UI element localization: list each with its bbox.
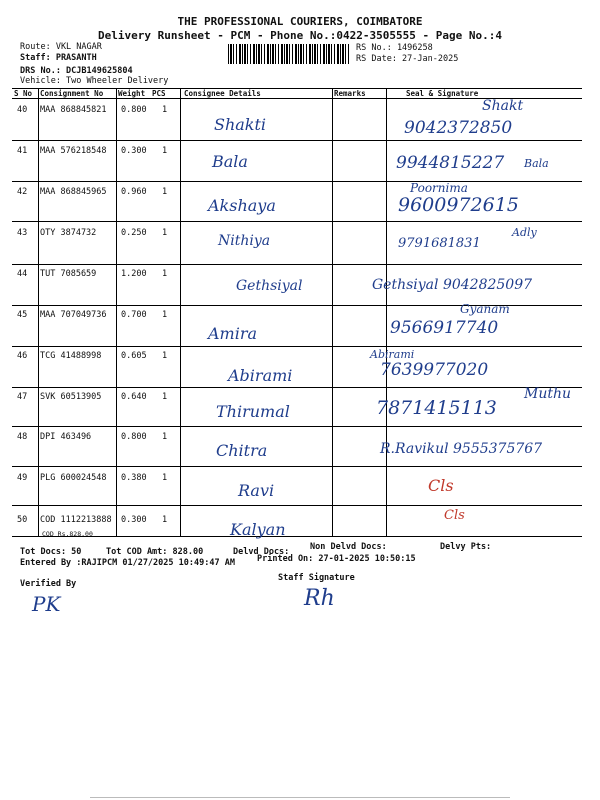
total-cod-amount: Tot COD Amt: 828.00 xyxy=(106,547,204,557)
printed-on: Printed On: 27-01-2025 10:50:15 xyxy=(257,554,416,564)
row-pcs: 1 xyxy=(162,146,168,156)
non-delivered-docs: Non Delvd Docs: xyxy=(310,542,387,552)
barcode xyxy=(228,44,350,64)
row-cod-amount: COD Rs.828.00 xyxy=(42,530,93,538)
row-pcs: 1 xyxy=(162,310,168,320)
entered-by: Entered By :RAJIPCM 01/27/2025 10:49:47 AM xyxy=(20,558,235,568)
col-header-consignee: Consignee Details xyxy=(184,89,261,98)
row-consignment: COD 1112213888 xyxy=(40,515,112,525)
verified-by-signature: PK xyxy=(32,592,61,616)
row-consignment: DPI 463496 xyxy=(40,432,92,442)
row-signature-phone: 9944815227 xyxy=(396,153,505,173)
row-signature-phone: 9600972615 xyxy=(398,194,519,216)
row-consignee-name: Bala xyxy=(212,152,248,171)
row-signature-phone: 9566917740 xyxy=(390,318,499,338)
row-signature-status: Cls xyxy=(444,508,465,523)
row-pcs: 1 xyxy=(162,105,168,115)
row-sno: 43 xyxy=(17,228,28,238)
row-weight: 0.960 xyxy=(121,187,147,197)
row-consignment: TUT 7085659 xyxy=(40,269,97,279)
row-pcs: 1 xyxy=(162,269,168,279)
row-consignee-name: Thirumal xyxy=(216,402,290,421)
page-subtitle: Delivery Runsheet - PCM - Phone No.:0422-3505555 - Page No.:4 xyxy=(98,29,502,42)
row-weight: 0.300 xyxy=(121,515,147,525)
verified-by-label: Verified By xyxy=(20,579,77,589)
row-signature-phone: Gethsiyal 9042825097 xyxy=(372,277,533,293)
row-signature-phone: 9042372850 xyxy=(404,118,513,138)
row-consignee-name: Ravi xyxy=(238,481,275,500)
row-consignment: MAA 868845821 xyxy=(40,105,107,115)
staff: Staff: PRASANTH xyxy=(20,53,97,63)
row-signature-note: Abirami xyxy=(370,348,415,361)
row-weight: 1.200 xyxy=(121,269,147,279)
row-consignee-name: Akshaya xyxy=(208,196,276,215)
row-sno: 50 xyxy=(17,515,28,525)
row-signature-note: Poornima xyxy=(410,181,468,195)
row-consignee-name: Amira xyxy=(208,324,258,343)
col-header-pcs: PCS xyxy=(152,89,166,98)
row-sno: 44 xyxy=(17,269,28,279)
row-signature-note: Bala xyxy=(524,157,549,170)
row-signature-note: Adly xyxy=(512,226,537,239)
row-sno: 48 xyxy=(17,432,28,442)
staff-signature: Rh xyxy=(304,586,335,611)
row-signature-phone: R.Ravikul 9555375767 xyxy=(380,441,543,457)
page-title: THE PROFESSIONAL COURIERS, COIMBATORE xyxy=(177,15,423,28)
col-header-remarks: Remarks xyxy=(334,89,366,98)
row-sno: 47 xyxy=(17,392,28,402)
row-signature-phone: 7871415113 xyxy=(376,397,497,419)
row-signature-note: Muthu xyxy=(524,386,572,402)
row-consignee-name: Kalyan xyxy=(230,520,286,539)
row-pcs: 1 xyxy=(162,187,168,197)
total-docs: Tot Docs: 50 xyxy=(20,547,82,557)
row-consignment: TCG 41488998 xyxy=(40,351,102,361)
col-header-sno: S No xyxy=(14,89,33,98)
row-weight: 0.380 xyxy=(121,473,147,483)
drs-no: DRS No.: DCJB149625804 xyxy=(20,66,133,76)
delivered-docs: Delvd Docs: xyxy=(233,547,290,557)
row-consignee-name: Chitra xyxy=(216,441,268,460)
delivery-points: Delvy Pts: xyxy=(440,542,492,552)
row-pcs: 1 xyxy=(162,351,168,361)
row-sno: 41 xyxy=(17,146,28,156)
route: Route: VKL NAGAR xyxy=(20,42,102,52)
row-consignment: SVK 60513905 xyxy=(40,392,102,402)
row-pcs: 1 xyxy=(162,515,168,525)
row-consignee-name: Shakti xyxy=(214,115,267,134)
row-pcs: 1 xyxy=(162,392,168,402)
row-consignee-name: Nithiya xyxy=(218,233,271,249)
row-consignment: MAA 707049736 xyxy=(40,310,107,320)
row-sno: 46 xyxy=(17,351,28,361)
row-sno: 45 xyxy=(17,310,28,320)
row-sno: 42 xyxy=(17,187,28,197)
col-header-weight: Weight xyxy=(118,89,146,98)
row-weight: 0.640 xyxy=(121,392,147,402)
row-signature-note: Shakt xyxy=(482,98,524,114)
row-consignee-name: Gethsiyal xyxy=(236,278,303,294)
vehicle: Vehicle: Two Wheeler Delivery xyxy=(20,76,169,86)
row-weight: 0.800 xyxy=(121,432,147,442)
rs-date: RS Date: 27-Jan-2025 xyxy=(356,54,459,64)
col-header-consignment: Consignment No xyxy=(40,89,104,98)
row-pcs: 1 xyxy=(162,432,168,442)
row-weight: 0.700 xyxy=(121,310,147,320)
row-consignment: PLG 600024548 xyxy=(40,473,107,483)
row-pcs: 1 xyxy=(162,473,168,483)
row-weight: 0.300 xyxy=(121,146,147,156)
row-weight: 0.800 xyxy=(121,105,147,115)
row-signature-status: Cls xyxy=(428,476,454,495)
rs-no: RS No.: 1496258 xyxy=(356,43,433,53)
row-consignment: OTY 3874732 xyxy=(40,228,97,238)
bottom-rule xyxy=(90,797,510,798)
row-consignment: MAA 576218548 xyxy=(40,146,107,156)
col-header-seal-signature: Seal & Signature xyxy=(406,89,479,98)
row-sno: 49 xyxy=(17,473,28,483)
row-consignment: MAA 868845965 xyxy=(40,187,107,197)
row-weight: 0.250 xyxy=(121,228,147,238)
row-signature-phone: 7639977020 xyxy=(380,360,489,380)
row-weight: 0.605 xyxy=(121,351,147,361)
row-sno: 40 xyxy=(17,105,28,115)
row-signature-note: Gyanam xyxy=(460,302,510,316)
row-consignee-name: Abirami xyxy=(228,366,293,385)
row-pcs: 1 xyxy=(162,228,168,238)
staff-signature-label: Staff Signature xyxy=(278,573,355,583)
row-signature-phone: 9791681831 xyxy=(398,236,481,251)
